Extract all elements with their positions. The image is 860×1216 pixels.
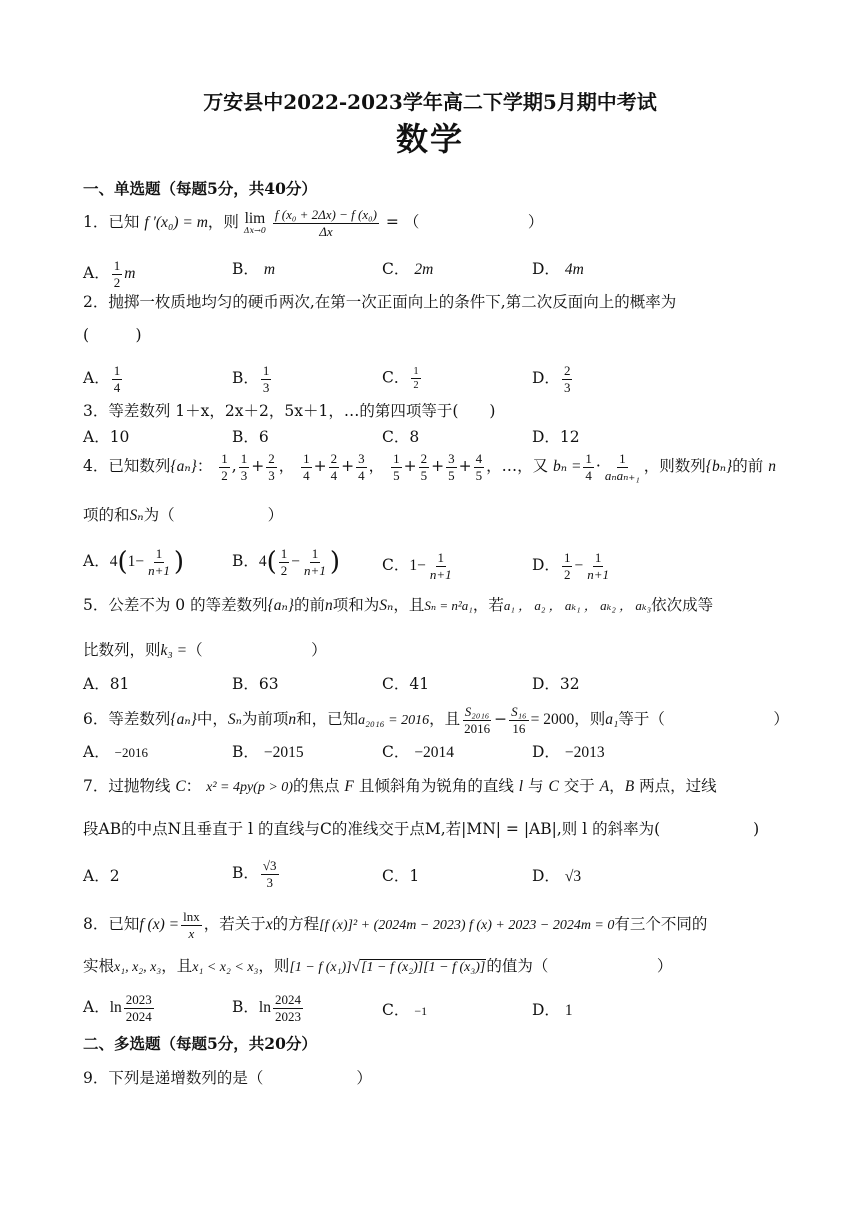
- q3-option-d: D．12: [532, 428, 580, 446]
- question-7-line2: 段AB的中点N且垂直于 l 的直线与C的准线交于点M,若|MN| = |AB|,则 l 的斜率为( ): [83, 820, 760, 838]
- question-5-line2: 比数列，则k₃ =（ ）: [83, 641, 327, 659]
- q4-option-a: A．4(1− $\frac{1}{n+1}$ ): [83, 546, 185, 578]
- q6-option-d: D． −2013: [532, 743, 605, 761]
- q5-option-c: C．41: [382, 675, 430, 693]
- q1-option-d: D． 4m: [532, 260, 584, 278]
- q1-limit: lim Δx→0: [243, 210, 266, 235]
- q3-option-c: C．8: [382, 428, 420, 446]
- section-heading-multiple-choice: 二、多选题（每题5分，共20分）: [83, 1034, 317, 1053]
- q1-fraction: $\frac{\text{f (x₀ + 2Δx) − f (x₀)}}{\Delta x}$: [274, 207, 377, 239]
- question-9: 9．下列是递增数列的是（ ）: [83, 1069, 372, 1087]
- q4-option-b: B．4( $\frac{1}{2}$ − $\frac{1}{n+1}$ ): [232, 546, 340, 578]
- q1-option-a: A． $\frac{1}{2}$ m: [83, 258, 136, 290]
- q2-option-a: A． $\frac{1}{4}$: [83, 363, 121, 395]
- question-8-line2: 实根x₁, x₂, x₃，且x₁ < x₂ < x₃，则[1 − f (x₁)]√[1 − f (x₂)][1 − f (x₃)]的值为（ ）: [83, 957, 673, 975]
- q7-option-b: B． $\frac{√3}{3}$: [232, 858, 277, 890]
- q6-option-b: B． −2015: [232, 743, 304, 761]
- subject-title: 数学: [395, 120, 464, 158]
- exam-title: 万安县中2022-2023学年高二下学期5月期中考试: [203, 90, 657, 114]
- q6-option-a: A． −2016: [83, 743, 148, 761]
- q3-option-a: A．10: [83, 428, 130, 446]
- question-4: 4．已知数列{aₙ}： $\frac{1}{2}$ , $\frac{1}{3}$ + $\frac{2}{3}$ ， $\frac{1}{4}$ + $\frac{2}{4}$ + $\frac{3}{4}$ ， $\frac{1}{5}$ + $\frac{2}{5}$ + $\frac{3}{5}$ + $\frac{4}{5}$ ，…，又 bₙ = $\frac{1}{4}$ · $\frac{1}{\text{aₙaₙ₊₁}}$ ，则数列{bₙ}的前 n: [83, 451, 776, 483]
- question-7: 7．过抛物线 C： x² = 4py(p > 0)的焦点 F 且倾斜角为锐角的直线 l 与 C 交于 A，B 两点，过线: [83, 777, 717, 795]
- q8-option-a: A．ln $\frac{2023}{2024}$: [83, 992, 152, 1024]
- question-1: 1．已知 f ′(x₀) = m，则 lim Δx→0 $\frac{\text{f (x₀ + 2Δx) − f (x₀)}}{\Delta x}$ = （ ）: [83, 207, 544, 239]
- q5-option-b: B．63: [232, 675, 279, 693]
- section-heading-single-choice: 一、单选题（每题5分，共40分）: [83, 179, 317, 198]
- q3-option-b: B．6: [232, 428, 269, 446]
- q7-option-a: A．2: [83, 867, 120, 885]
- q2-option-b: B． $\frac{1}{3}$: [232, 363, 270, 395]
- q8-option-c: C． −1: [382, 1001, 428, 1019]
- question-4-line2: 项的和Sₙ为（ ）: [83, 506, 284, 524]
- q1-option-c: C． 2m: [382, 260, 434, 278]
- q8-option-d: D． 1: [532, 1001, 573, 1019]
- q1-option-b: B． m: [232, 260, 276, 278]
- q2-option-d: D． $\frac{2}{3}$: [532, 363, 571, 395]
- q6-option-c: C． −2014: [382, 743, 455, 761]
- q4-option-c: C．1− $\frac{1}{n+1}$: [382, 550, 452, 582]
- q7-option-d: D． √3: [532, 867, 582, 885]
- question-5: 5．公差不为 0 的等差数列{aₙ}的前n项和为Sₙ，且Sₙ = n²a₁，若a₁ ， a₂ ， aₖ₁ ， aₖ₂ ， aₖ₃依次成等: [83, 596, 714, 614]
- q2-option-c: C． $\frac{1}{2}$: [382, 366, 419, 392]
- question-8: 8．已知f (x) = $\frac{\ln x}{x}$ ，若关于x的方程[f (x)]² + (2024m − 2023) f (x) + 2023 − 2024m = 0有三个不同的: [83, 909, 708, 941]
- q5-option-d: D．32: [532, 675, 580, 693]
- q4-option-d: D． $\frac{1}{2}$ − $\frac{1}{n+1}$: [532, 550, 609, 582]
- question-2-blank: ( ): [83, 326, 142, 344]
- question-3: 3．等差数列 1＋x，2x＋2，5x＋1，…的第四项等于( ): [83, 402, 496, 420]
- q5-option-a: A．81: [83, 675, 130, 693]
- question-6: 6．等差数列{aₙ}中，Sₙ为前项n和，已知a₂₀₁₆ = 2016，且 $\frac{\text{S₂₀₁₆}}{2016}$ − $\frac{\text{S₁₆}}{16}$ = 2000，则a₁等于（ ）: [83, 704, 789, 736]
- q7-option-c: C．1: [382, 867, 420, 885]
- q1-condition: f ′(x₀) = m: [144, 214, 208, 232]
- question-2: 2．抛掷一枚质地均匀的硬币两次,在第一次正面向上的条件下,第二次反面向上的概率为: [83, 293, 677, 311]
- q8-option-b: B．ln $\frac{2024}{2023}$: [232, 992, 301, 1024]
